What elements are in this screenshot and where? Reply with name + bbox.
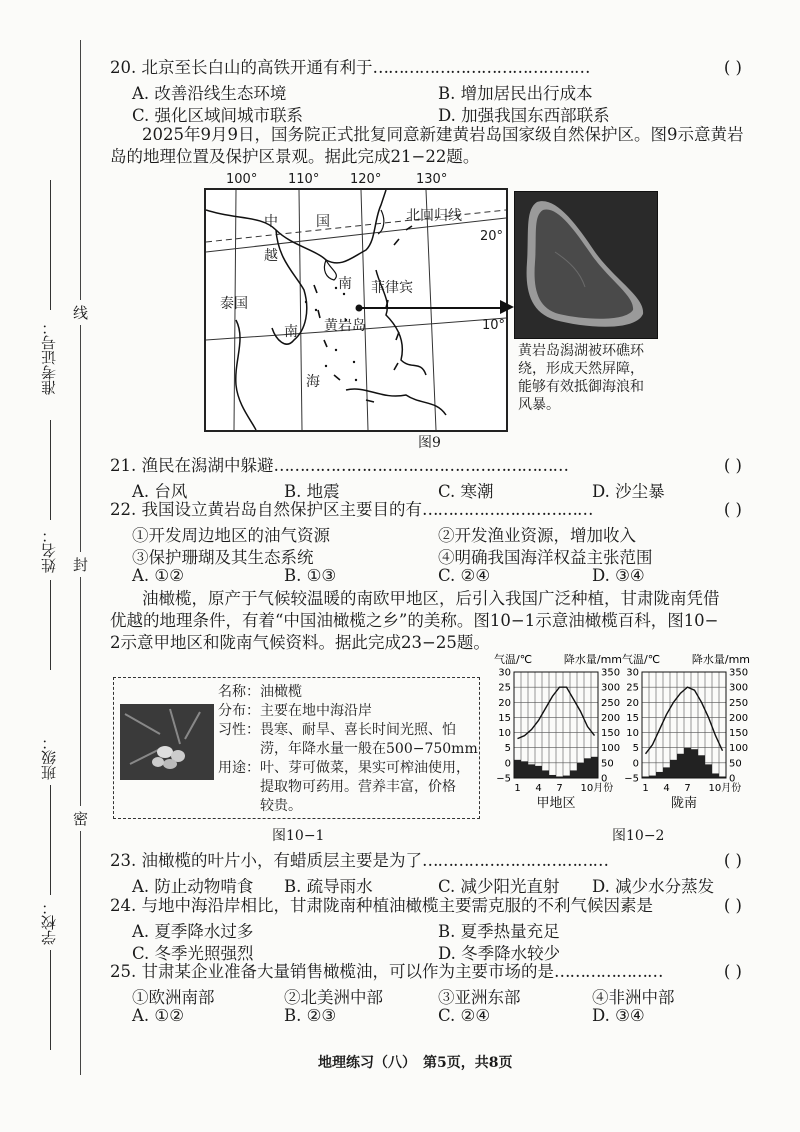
q25-option-c[interactable]: C. ②④ — [438, 1006, 491, 1025]
precip-bar — [712, 773, 719, 778]
q22-dots: …………………………… — [422, 500, 593, 519]
q25-item-1: ①欧洲南部 — [132, 988, 215, 1007]
photo-caption-line4: 风暴。 — [518, 397, 560, 413]
q24-stem: 24. 与地中海沿岸相比，甘肃陇南种植油橄榄主要需克服的不利气候因素是 — [110, 896, 653, 915]
olive-encyclopedia-box — [113, 677, 480, 819]
q22-stem: 22. 我国设立黄岩岛自然保护区主要目的有 — [110, 500, 422, 519]
fig10-1-caption: 图10−1 — [272, 828, 325, 844]
right-tick-label: 0 — [601, 773, 608, 785]
q25-answer-paren[interactable]: ( ) — [723, 962, 742, 981]
q22-stem-line — [110, 500, 593, 520]
lat-20: 20° — [480, 229, 504, 244]
label-yue: 越 — [264, 248, 278, 264]
precip-bar — [591, 757, 598, 778]
olive-use-1: 用途：叶、芽可做菜，果实可榨油使用， — [218, 760, 470, 776]
q25-option-a[interactable]: A. ①② — [132, 1006, 184, 1025]
precip-bar — [542, 770, 549, 778]
left-tick-label: 10 — [498, 728, 511, 740]
q24-option-b[interactable]: B. 夏季热量充足 — [438, 922, 560, 941]
month-tick-label: 1 — [642, 783, 649, 794]
feng-mark: 封 — [73, 552, 88, 577]
xian-mark: 线 — [73, 300, 88, 325]
q20-stem-line — [110, 58, 590, 78]
huangyan-island-photo — [514, 191, 658, 339]
q21-option-a[interactable]: A. 台风 — [132, 482, 188, 501]
precip-bar — [528, 764, 535, 778]
right-tick-label: 350 — [601, 667, 621, 679]
q24-answer-paren[interactable]: ( ) — [723, 896, 742, 915]
precip-bar — [521, 761, 528, 778]
q22-item-4: ④明确我国海洋权益主张范围 — [438, 548, 653, 567]
q23-option-b[interactable]: B. 疏导雨水 — [284, 877, 373, 896]
precip-bar — [577, 763, 584, 778]
olive-name: 名称：油橄榄 — [218, 684, 302, 700]
class-label: 班级： — [40, 735, 58, 780]
q24-option-a[interactable]: A. 夏季降水过多 — [132, 922, 254, 941]
q25-item-2: ②北美洲中部 — [284, 988, 383, 1007]
month-tick-label: 10月份 — [708, 783, 742, 794]
olive-use-3: 较贵。 — [218, 798, 302, 814]
left-tick-label: 5 — [632, 743, 639, 755]
q21-dots: ………………………………………………… — [273, 456, 568, 475]
right-tick-label: 350 — [729, 667, 749, 679]
q23-option-c[interactable]: C. 减少阳光直射 — [438, 877, 560, 896]
precip-bar — [535, 766, 542, 778]
q22-option-d[interactable]: D. ③④ — [592, 566, 645, 585]
q24-option-d[interactable]: D. 冬季降水较少 — [438, 944, 561, 963]
q20-option-a[interactable]: A. 改善沿线生态环境 — [132, 84, 287, 103]
intro23-line1: 油橄榄，原产于气候较温暖的南欧甲地区，后引入我国广泛种植，甘肃陇南凭借 — [142, 589, 720, 608]
precip-axis-label: 降水量/mm — [563, 653, 622, 666]
left-tick-label: 25 — [498, 682, 511, 694]
map-svg — [206, 190, 506, 430]
q25-item-4: ④非洲中部 — [592, 988, 675, 1007]
climate-chart-longnan-svg — [622, 652, 750, 820]
left-tick-label: 20 — [498, 697, 511, 709]
precip-bar — [663, 767, 670, 778]
right-tick-label: 150 — [729, 728, 749, 740]
lon-110: 110° — [288, 172, 320, 187]
name-blank[interactable] — [50, 420, 51, 520]
q22-item-2: ②开发渔业资源，增加收入 — [438, 526, 636, 545]
photo-caption-line2: 绕，形成天然屏障， — [518, 361, 644, 377]
q20-option-c[interactable]: C. 强化区域间城市联系 — [132, 106, 304, 125]
right-tick-label: 300 — [729, 682, 749, 694]
precip-axis-label: 降水量/mm — [691, 653, 750, 666]
q21-stem-line — [110, 456, 568, 476]
label-philippines: 菲律宾 — [371, 280, 413, 296]
intro21-line1: 2025年9月9日，国务院正式批复同意新建黄岩岛国家级自然保护区。图9示意黄岩 — [142, 125, 744, 144]
precip-bar — [656, 772, 663, 778]
q22-option-c[interactable]: C. ②④ — [438, 566, 491, 585]
photo-caption-line3: 能够有效抵御海浪和 — [518, 379, 644, 395]
left-tick-label: 25 — [626, 682, 639, 694]
left-tick-label: 15 — [498, 712, 511, 724]
q23-dots: ……………………………… — [422, 851, 608, 870]
q20-option-d[interactable]: D. 加强我国东西部联系 — [438, 106, 610, 125]
label-thailand: 泰国 — [220, 296, 248, 312]
label-huangyan-island: 黄岩岛 — [324, 318, 366, 334]
q25-item-3: ③亚洲东部 — [438, 988, 521, 1007]
precip-bar — [705, 764, 712, 778]
intro23-line2: 优越的地理条件，有着“中国油橄榄之乡”的美称。图10−1示意油橄榄百科，图10− — [110, 611, 719, 630]
lat-10: 10° — [482, 318, 506, 333]
intro23-line3: 2示意甲地区和陇南气候资料。据此完成23−25题。 — [110, 633, 490, 652]
q22-item-3: ③保护珊瑚及其生态系统 — [132, 548, 314, 567]
right-tick-label: 200 — [729, 712, 749, 724]
temp-axis-label: 气温/℃ — [494, 653, 533, 666]
left-tick-label: 30 — [626, 667, 639, 679]
right-tick-label: 250 — [729, 697, 749, 709]
left-tick-label: −5 — [624, 773, 639, 785]
right-tick-label: 100 — [729, 743, 749, 755]
q23-option-a[interactable]: A. 防止动物啃食 — [132, 877, 254, 896]
q25-dots: ………………… — [554, 962, 663, 981]
label-hai: 海 — [306, 374, 320, 390]
left-tick-label: 10 — [626, 728, 639, 740]
label-zhong: 中 — [264, 214, 278, 230]
q21-option-b[interactable]: B. 地震 — [284, 482, 340, 501]
right-tick-label: 0 — [729, 773, 736, 785]
q21-answer-paren[interactable]: ( ) — [723, 456, 742, 475]
left-tick-label: 0 — [632, 758, 639, 770]
temp-axis-label: 气温/℃ — [622, 653, 661, 666]
q25-stem-line — [110, 962, 663, 982]
lon-120: 120° — [350, 172, 382, 187]
precip-bar — [570, 770, 577, 778]
q25-option-d[interactable]: D. ③④ — [592, 1006, 645, 1025]
precip-bar — [584, 758, 591, 778]
borneo-coast — [346, 389, 446, 415]
q20-dots: …………………………………… — [372, 58, 590, 77]
label-guo: 国 — [316, 214, 330, 230]
q23-stem-line — [110, 851, 608, 871]
tropic-label: 北回归线 — [406, 208, 462, 224]
q22-option-a[interactable]: A. ①② — [132, 566, 184, 585]
q21-option-d[interactable]: D. 沙尘暴 — [592, 482, 665, 501]
precip-bar — [677, 754, 684, 778]
exam-id-blank[interactable] — [50, 180, 51, 310]
q25-stem: 25. 甘肃某企业准备大量销售橄榄油，可以作为主要市场的是 — [110, 962, 554, 981]
right-tick-label: 250 — [601, 697, 621, 709]
china-coast — [206, 190, 386, 263]
panel-title: 甲地区 — [536, 796, 576, 811]
right-tick-label: 50 — [729, 758, 742, 770]
left-tick-label: 30 — [498, 667, 511, 679]
q25-option-b[interactable]: B. ②③ — [284, 1006, 337, 1025]
q21-stem: 21. 渔民在潟湖中躲避 — [110, 456, 274, 475]
q22-item-1: ①开发周边地区的油气资源 — [132, 526, 330, 545]
q21-option-c[interactable]: C. 寒潮 — [438, 482, 494, 501]
precip-bar — [698, 755, 705, 778]
q23-stem: 23. 油橄榄的叶片小，有蜡质层主要是为了 — [110, 851, 422, 870]
lon-100: 100° — [226, 172, 258, 187]
olive-photo — [120, 704, 214, 780]
left-tick-label: −5 — [496, 773, 511, 785]
climate-chart-jia — [494, 652, 622, 824]
q20-stem: 20. 北京至长白山的高铁开通有利于 — [110, 58, 373, 77]
page-footer: 地理练习（八） 第5页，共8页 — [318, 1055, 513, 1071]
right-tick-label: 200 — [601, 712, 621, 724]
month-tick-label: 7 — [684, 783, 691, 794]
right-tick-label: 50 — [601, 758, 614, 770]
month-tick-label: 10月份 — [580, 783, 614, 794]
photo-caption-line1: 黄岩岛潟湖被环礁环 — [518, 343, 644, 359]
olive-habit-2: 涝，年降水量一般在500−750mm — [218, 741, 478, 757]
q23-answer-paren[interactable]: ( ) — [723, 851, 742, 870]
q24-option-c[interactable]: C. 冬季光照强烈 — [132, 944, 254, 963]
class-blank[interactable] — [50, 785, 51, 895]
right-tick-label: 100 — [601, 743, 621, 755]
exam-id-label: 准考证号： — [40, 320, 58, 395]
panel-title: 陇南 — [670, 796, 698, 811]
month-tick-label: 4 — [535, 783, 542, 794]
climate-chart-longnan — [622, 652, 750, 824]
right-tick-label: 300 — [601, 682, 621, 694]
name-label: 姓名： — [40, 528, 58, 573]
precip-bar — [684, 748, 691, 778]
precip-bar — [670, 760, 677, 778]
month-tick-label: 4 — [663, 783, 670, 794]
school-blank[interactable] — [50, 950, 51, 1050]
left-tick-label: 20 — [626, 697, 639, 709]
fig9-caption: 图9 — [418, 435, 441, 451]
month-tick-label: 1 — [514, 783, 521, 794]
olive-use-2: 提取物可药用。营养丰富，价格 — [218, 779, 456, 795]
left-tick-label: 0 — [504, 758, 511, 770]
olive-distribution: 分布：主要在地中海沿岸 — [218, 703, 372, 719]
intro21-line2: 岛的地理位置及保护区景观。据此完成21−22题。 — [110, 147, 480, 166]
lon-130: 130° — [416, 172, 448, 187]
right-tick-label: 150 — [601, 728, 621, 740]
q22-option-b[interactable]: B. ①③ — [284, 566, 337, 585]
q23-option-d[interactable]: D. 减少水分蒸发 — [592, 877, 715, 896]
south-china-sea-map — [204, 188, 508, 432]
fig10-2-caption: 图10−2 — [612, 828, 665, 844]
precip-bar — [691, 749, 698, 778]
name-blank-2[interactable] — [50, 580, 51, 670]
left-tick-label: 15 — [626, 712, 639, 724]
label-nan2: 南 — [284, 324, 298, 340]
month-tick-label: 7 — [556, 783, 563, 794]
atoll-image — [515, 192, 657, 338]
left-tick-label: 5 — [504, 743, 511, 755]
climate-chart-jia-svg — [494, 652, 622, 820]
school-label: 学校： — [40, 900, 58, 945]
q22-answer-paren[interactable]: ( ) — [723, 500, 742, 519]
taiwan — [378, 210, 384, 234]
precip-bar — [514, 760, 521, 778]
q20-option-b[interactable]: B. 增加居民出行成本 — [438, 84, 593, 103]
mi-mark: 密 — [73, 806, 88, 831]
label-nan: 南 — [338, 276, 352, 292]
q20-answer-paren[interactable]: ( ) — [723, 58, 742, 77]
olive-habit-1: 习性：畏寒、耐旱、喜长时间光照、怕 — [218, 722, 456, 738]
huangyan-island-dot — [356, 305, 363, 312]
